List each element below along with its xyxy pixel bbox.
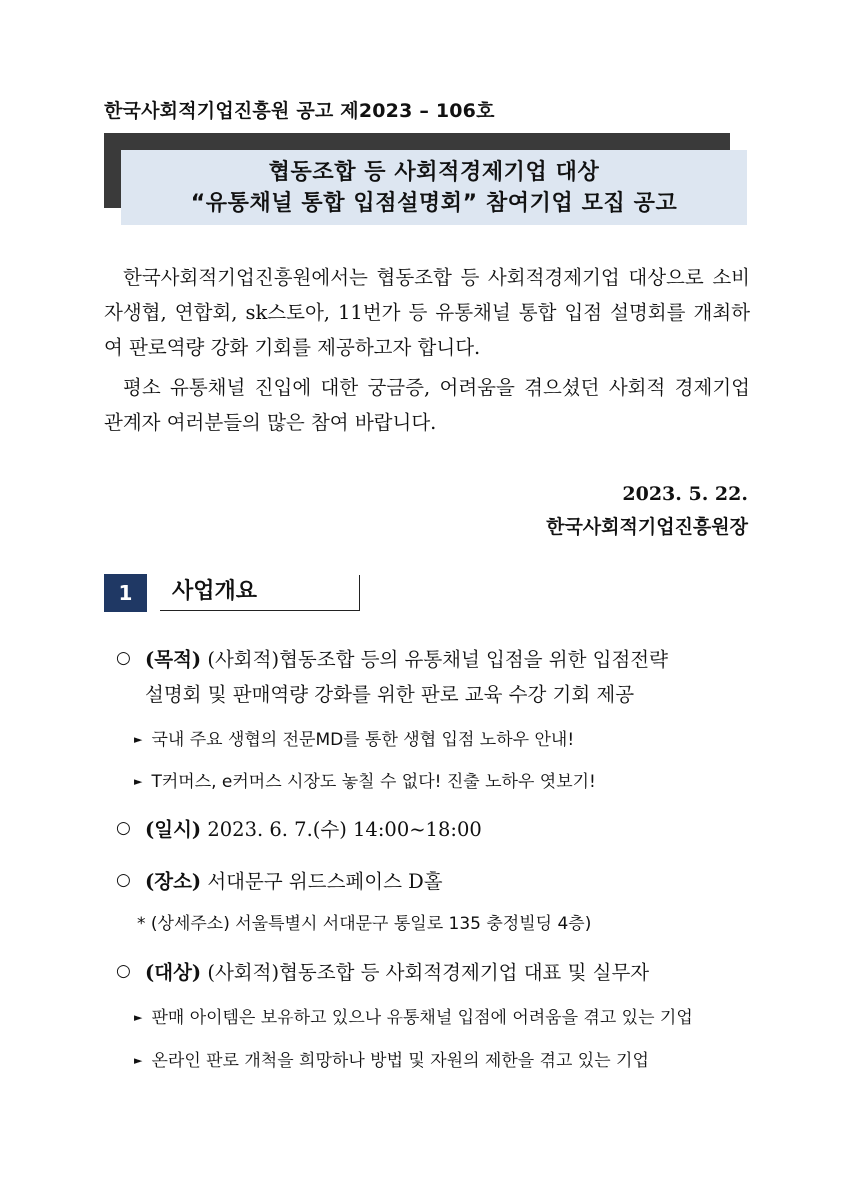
target-sub-text: 판매 아이템은 보유하고 있으나 유통채널 입점에 어려움을 겪고 있는 기업 [151,1008,693,1028]
bullet-icon: ○ [116,870,131,890]
target-sub-item [134,1003,693,1028]
intro-paragraph-2: 평소 유통채널 진입에 대한 궁금증, 어려움을 겪으셨던 사회적 경제기업 관계자 여러분들의 많은 참여 바랍니다. [104,376,750,434]
section-title: 사업개요 [160,575,360,611]
purpose-sub-text: T커머스, e커머스 시장도 놓칠 수 없다! 진출 노하우 엿보기! [151,772,596,792]
purpose-sub-item [134,725,574,750]
target-label: (대상) [145,961,202,984]
purpose-sub-text: 국내 주요 생협의 전문MD를 통한 생협 입점 노하우 안내! [151,730,575,750]
purpose-item [145,644,668,672]
purpose-sub-item [134,767,596,792]
title-line-2: “유통채널 통합 입점설명회” 참여기업 모집 공고 [190,190,678,216]
purpose-line-2: 설명회 및 판매역량 강화를 위한 판로 교육 수강 기회 제공 [145,683,635,706]
datetime-label: (일시) [145,818,202,841]
intro-paragraph-1: 한국사회적기업진흥원에서는 협동조합 등 사회적경제기업 대상으로 소비자생협, 연합회, sk스토아, 11번가 등 유통채널 통합 입점 설명회를 개최하여 판로역량 강화 기회를 제공하고자 합니다. [104,266,750,359]
title-box [121,150,747,225]
purpose-label: (목적) [145,648,202,671]
target-item [145,957,649,985]
bullet-icon: ○ [116,818,131,838]
section-number-badge: 1 [104,574,147,612]
place-detail: * (상세주소) 서울특별시 서대문구 통일로 135 충정빌딩 4층) [137,914,592,934]
purpose-line-1: (사회적)협동조합 등의 유통채널 입점을 위한 입점전략 [207,648,668,671]
triangle-bullet-icon: ► [134,1011,143,1024]
notice-date: 2023. 5. 22. [622,483,748,505]
triangle-bullet-icon: ► [134,1054,143,1067]
bullet-icon: ○ [116,648,131,668]
intro-text [104,260,750,440]
bullet-icon: ○ [116,961,131,981]
title-line-1: 협동조합 등 사회적경제기업 대상 [268,159,600,185]
place-value: 서대문구 위드스페이스 D홀 [207,870,443,893]
place-label: (장소) [145,870,202,893]
datetime-item [145,814,482,842]
datetime-value: 2023. 6. 7.(수) 14:00~18:00 [207,818,482,841]
target-value: (사회적)협동조합 등 사회적경제기업 대표 및 실무자 [207,961,650,984]
target-sub-item [134,1046,649,1071]
place-item [145,866,443,894]
triangle-bullet-icon: ► [134,733,143,746]
triangle-bullet-icon: ► [134,775,143,788]
notice-number: 한국사회적기업진흥원 공고 제2023 – 106호 [104,100,495,122]
target-sub-text: 온라인 판로 개척을 희망하나 방법 및 자원의 제한을 겪고 있는 기업 [151,1051,649,1071]
issuer-name: 한국사회적기업진흥원장 [546,516,748,538]
